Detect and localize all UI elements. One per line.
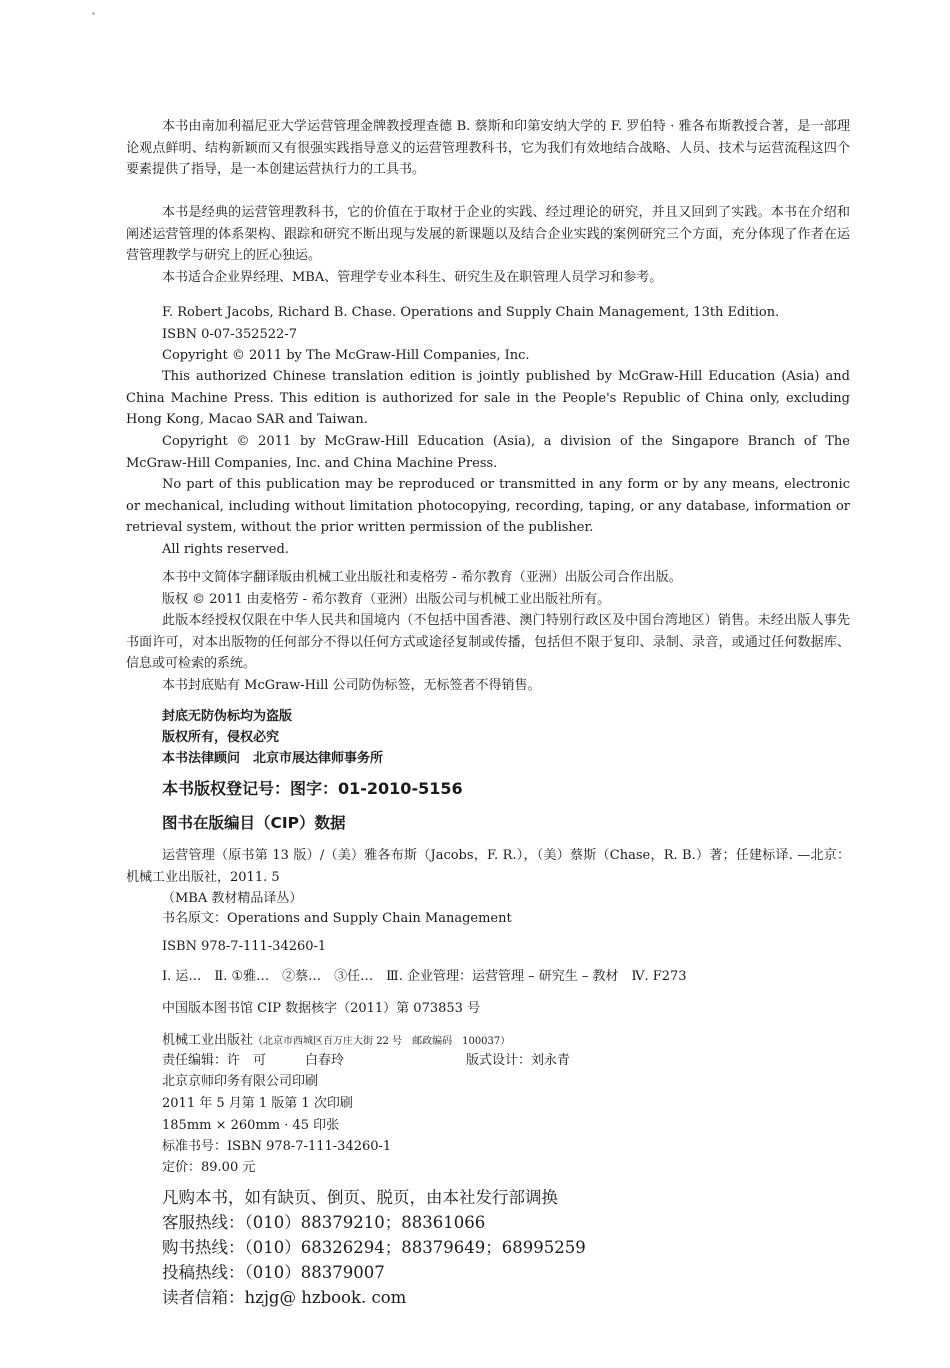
chinese-rights-1: 本书中文简体字翻译版由机械工业出版社和麦格劳 - 希尔教育（亚洲）出版公司合作出版。 [162,570,682,585]
reader-email: 读者信箱：hzjg@ hzbook. com [162,1288,407,1307]
designer-line: 版式设计：刘永青 [466,1053,571,1068]
returns-notice: 凡购本书，如有缺页、倒页、脱页，由本社发行部调换 [162,1188,558,1207]
intro-paragraph-3: 本书适合企业界经理、MBA、管理学专业本科生、研究生及在职管理人员学习和参考。 [162,270,663,285]
cip-series: （MBA 教材精品译丛） [162,891,303,906]
registration-number: 本书版权登记号：图字：01-2010-5156 [162,779,463,798]
purchase-hotline: 购书热线：（010）68326294；88379649；68995259 [162,1238,586,1257]
standard-number-line: 标准书号：ISBN 978-7-111-34260-1 [162,1139,392,1154]
english-authorized-notice: This authorized Chinese translation edition is jointly published by McGraw-Hill Education (Asia) and China Machine Press. This edition is authorized for sale in the People's Republic of China only, excluding Hong Kong, Macao SAR and Taiwan. [126,369,850,427]
english-copyright-2: Copyright © 2011 by McGraw-Hill Education (Asia), a division of the Singapore Branch of The McGraw-Hill Companies, Inc. and China Machine Press. [126,434,850,471]
publisher-address: （北京市西城区百万庄大街 22 号 邮政编码 100037） [253,1036,511,1047]
cip-isbn: ISBN 978-7-111-34260-1 [162,939,327,954]
editor-line: 责任编辑：许 可 白春玲 [162,1053,345,1068]
chinese-rights-4: 本书封底贴有 McGraw-Hill 公司防伪标签，无标签者不得销售。 [162,678,541,693]
cip-original-title: 书名原文：Operations and Supply Chain Management [162,911,512,926]
english-rights-reserved: All rights reserved. [162,542,289,557]
rights-notice: 版权所有，侵权必究 [162,730,280,745]
publisher-name: 机械工业出版社 [162,1033,254,1048]
publisher-line [162,1031,510,1052]
price-line: 定价：89.00 元 [162,1160,256,1175]
cip-entry: 运营管理（原书第 13 版）/（美）雅各布斯（Jacobs，F. R.），（美）蔡斯（Chase，R. B.）著；任建标译. —北京：机械工业出版社，2011. 5 [126,848,850,885]
chinese-rights-2: 版权 © 2011 由麦格劳 - 希尔教育（亚洲）出版公司与机械工业出版社所有。 [162,592,611,607]
edition-line: 2011 年 5 月第 1 版第 1 次印刷 [162,1096,353,1111]
intro-paragraph-1: 本书由南加利福尼亚大学运营管理金牌教授理查德 B. 蔡斯和印第安纳大学的 F. 罗伯特 · 雅各布斯教授合著，是一部理论观点鲜明、结构新颖而又有很强实践指导意义的运营管理教科书，它为我们有效地结合战略、人员、技术与运营流程这四个要素提供了指导，是一本创建运营执行力的工具书。 [126,119,850,177]
legal-advisor-notice: 本书法律顾问 北京市展达律师事务所 [162,751,384,766]
cip-subjects: Ⅰ. 运… Ⅱ. ①雅… ②蔡… ③任… Ⅲ. 企业管理：运营管理 – 研究生 – 教材 Ⅳ. F273 [162,969,687,984]
cip-verification: 中国版本图书馆 CIP 数据核字（2011）第 073853 号 [162,1001,481,1016]
cip-title: 图书在版编目（CIP）数据 [162,814,346,832]
english-isbn: ISBN 0-07-352522-7 [162,327,297,342]
english-copyright-1: Copyright © 2011 by The McGraw-Hill Companies, Inc. [162,348,530,363]
service-hotline: 客服热线：（010）88379210；88361066 [162,1213,486,1232]
submission-hotline: 投稿热线：（010）88379007 [162,1263,385,1282]
intro-paragraph-2: 本书是经典的运营管理教科书，它的价值在于取材于企业的实践、经过理论的研究，并且又回到了实践。本书在介绍和阐述运营管理的体系架构、跟踪和研究不断出现与发展的新课题以及结合企业实践的案例研究三个方面，充分体现了作者在运营管理教学与研究上的匠心独运。 [126,205,850,263]
scan-speck [92,12,95,15]
english-no-part-notice: No part of this publication may be reproduced or transmitted in any form or by any means, electronic or mechanical, including without limitation photocopying, recording, taping, or any database, information or retrieval system, without the prior written permission of the publisher. [126,477,850,535]
printer-line: 北京京师印务有限公司印刷 [162,1074,319,1089]
format-line: 185mm × 260mm · 45 印张 [162,1118,340,1133]
english-citation: F. Robert Jacobs, Richard B. Chase. Operations and Supply Chain Management, 13th Edition. [162,305,780,320]
piracy-notice: 封底无防伪标均为盗版 [162,709,293,724]
chinese-rights-3: 此版本经授权仅限在中华人民共和国境内（不包括中国香港、澳门特别行政区及中国台湾地区）销售。未经出版人事先书面许可，对本出版物的任何部分不得以任何方式或途径复制或传播，包括但不限于复印、录制、录音，或通过任何数据库、信息或可检索的系统。 [126,613,850,671]
